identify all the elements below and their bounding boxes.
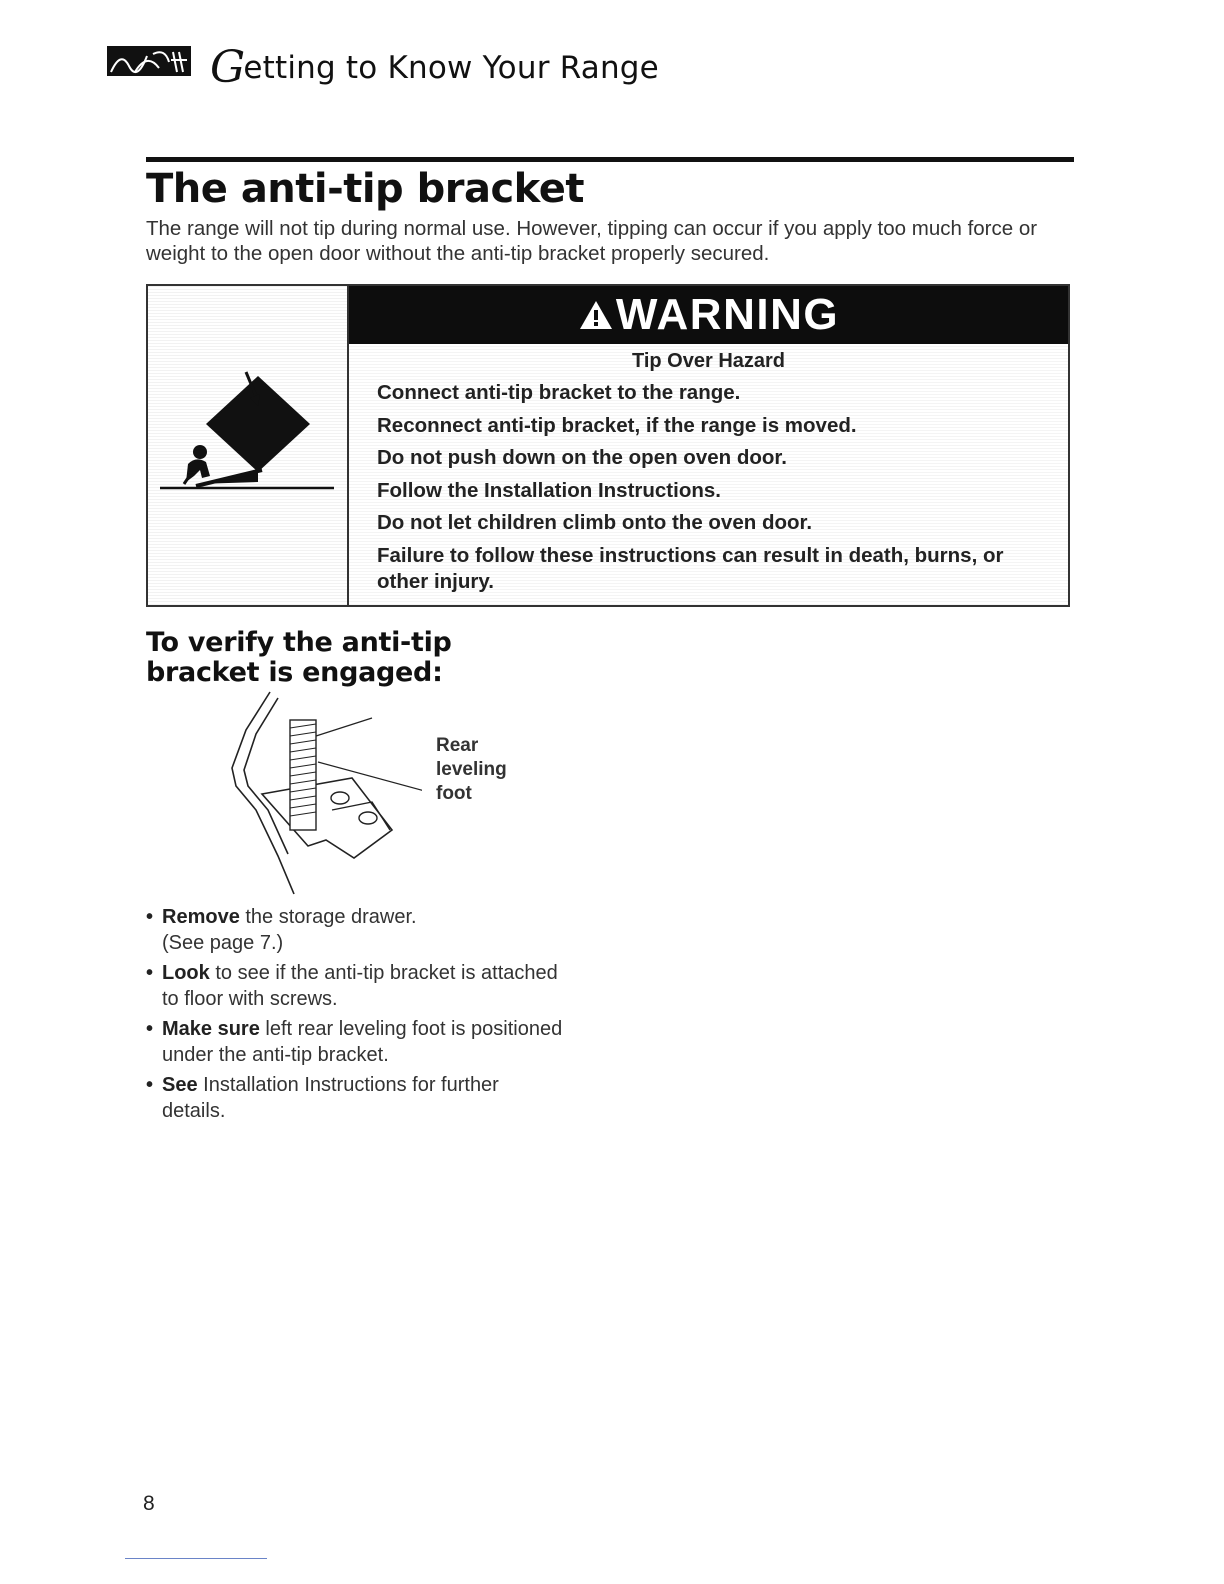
warning-line: Failure to follow these instructions can result in death, burns, or other injury. [377, 543, 1004, 593]
step-lead: Make sure [162, 1018, 260, 1040]
step-text: the storage drawer. [239, 906, 417, 928]
warning-triangle-icon [578, 299, 614, 331]
callout-line: Rear [436, 735, 479, 756]
footer-rule [125, 1558, 267, 1559]
warning-line: Do not push down on the open oven door. [377, 446, 787, 469]
bullet-icon: • [146, 962, 154, 984]
rear-leveling-foot-callout [436, 734, 507, 806]
anti-tip-bracket-diagram [222, 690, 422, 900]
callout-line: foot [436, 783, 472, 804]
step-lead: See [162, 1074, 198, 1096]
header-title-rest: etting to Know Your Range [243, 50, 659, 86]
callout-line: leveling [436, 759, 507, 780]
list-item [146, 960, 566, 1012]
page-number: 8 [143, 1492, 155, 1515]
warning-box [146, 284, 1070, 607]
step-text: Installation Instructions for further details. [162, 1074, 499, 1122]
bullet-icon: • [146, 1074, 154, 1096]
verify-title: To verify the anti-tip bracket is engaged: [146, 627, 452, 688]
warning-content-panel [349, 286, 1068, 605]
warning-line: Connect anti-tip bracket to the range. [377, 381, 741, 404]
warning-line: Follow the Installation Instructions. [377, 478, 721, 502]
brand-logo [107, 46, 191, 76]
range-tip-over-icon [158, 366, 338, 506]
list-item [146, 904, 566, 956]
hazard-title: Tip Over Hazard [631, 350, 786, 372]
section-title: The anti-tip bracket [146, 166, 584, 212]
list-item [146, 1072, 566, 1124]
step-lead: Look [162, 962, 210, 984]
warning-lines [377, 380, 1057, 601]
warning-line: Do not let children climb onto the oven door. [377, 511, 813, 534]
bullet-icon: • [146, 1018, 154, 1040]
warning-label: WARNING [615, 290, 840, 339]
warning-banner [349, 286, 1068, 344]
section-rule [146, 157, 1074, 162]
step-text: left rear leveling foot is positioned under the anti-tip bracket. [162, 1018, 563, 1066]
warning-illustration-panel [148, 286, 349, 605]
page-header-title [210, 42, 659, 93]
verify-steps [146, 904, 566, 1128]
step-text: to see if the anti-tip bracket is attached to floor with screws. [162, 962, 558, 1010]
header-title-initial: G [210, 42, 246, 93]
warning-line: Reconnect anti-tip bracket, if the range is moved. [377, 413, 857, 437]
step-lead: Remove [162, 906, 240, 928]
list-item [146, 1016, 566, 1068]
bullet-icon: • [146, 906, 154, 928]
section-intro: The range will not tip during normal use. However, tipping can occur if you apply too much force or weight to the open door without the anti-tip bracket properly secured. [146, 217, 1038, 265]
step-subtext: (See page 7.) [162, 932, 284, 954]
